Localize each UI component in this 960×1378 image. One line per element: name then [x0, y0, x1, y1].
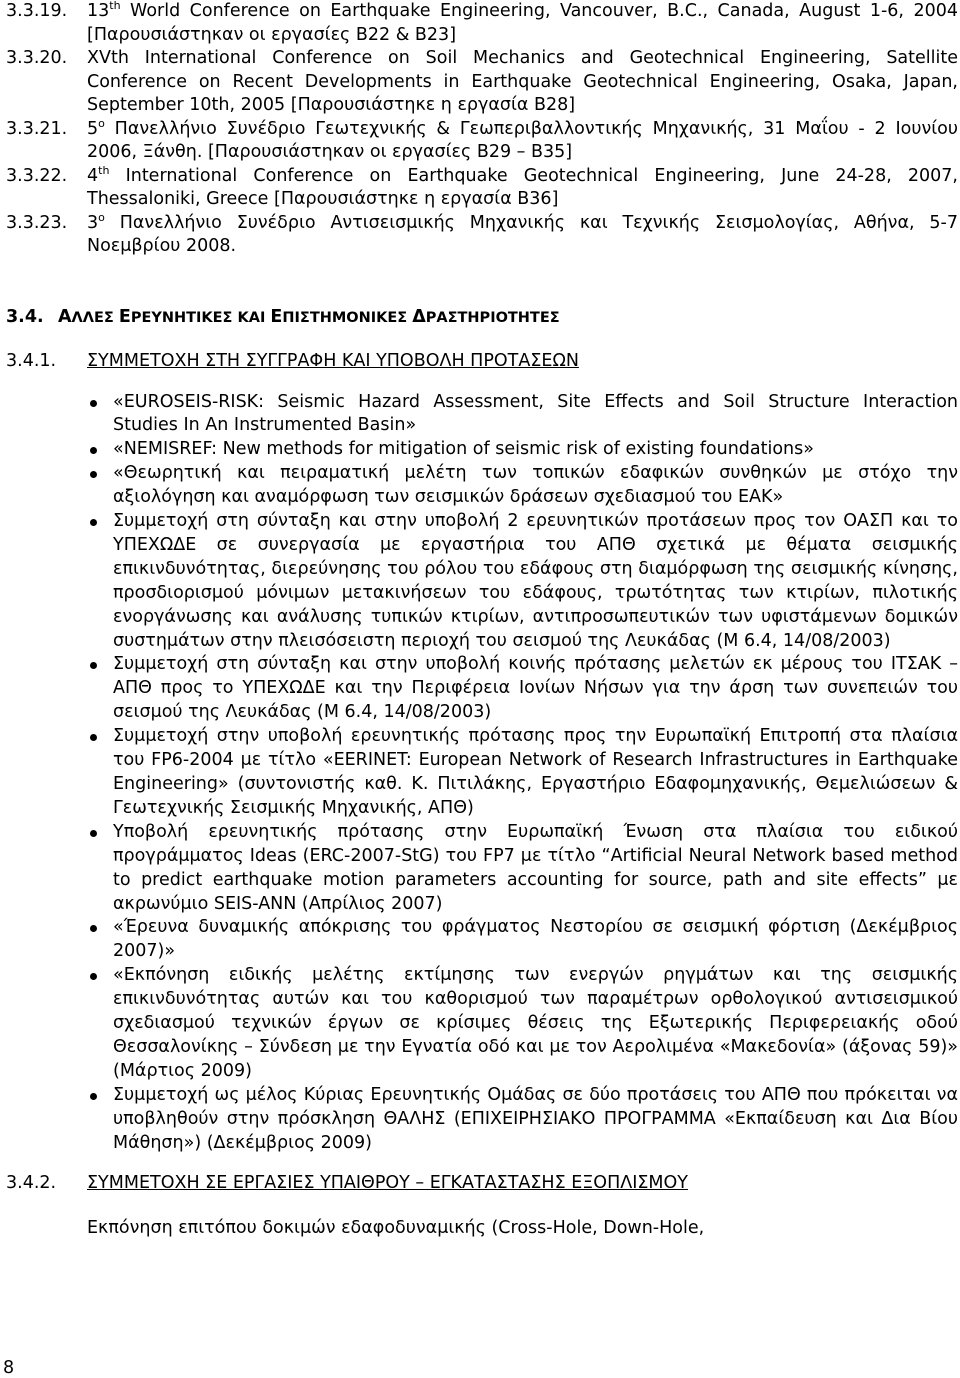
subsection-number: 3.4.1.	[6, 350, 57, 371]
list-item-text: «EUROSEIS-RISK: Seismic Hazard Assessment, Site Effects and Soil Structure Interaction Studies In An Instrumented Basin»	[113, 391, 958, 436]
list-item	[6, 438, 958, 462]
list-item	[6, 510, 958, 653]
subsection-title: ΣΥΜΜΕΤΟΧΗ ΣΕ ΕΡΓΑΣΙΕΣ ΥΠΑΙΘΡΟΥ – ΕΓΚΑΤΑΣΤΑΣΗΣ ΕΞΟΠΛΙΣΜΟΥ	[87, 1172, 688, 1193]
subsection-heading	[6, 1171, 958, 1195]
entry-text: Πανελλήνιο Συνέδριο Γεωτεχνικής & Γεωπεριβαλλοντικής Μηχανικής, 31 Μαΐου - 2 Ιουνίου 2006, Ξάνθη. [Παρουσιάστηκαν οι εργασίες Β29 – Β35]	[87, 118, 958, 162]
paragraph-text: Εκπόνηση επιτόπου δοκιμών εδαφοδυναμικής (Cross-Hole, Down-Hole,	[87, 1217, 705, 1238]
list-item-text: «NEMISREF: New methods for mitigation of seismic risk of existing foundations»	[113, 439, 814, 460]
bullet-icon	[90, 471, 97, 478]
entry-ordinal-suffix: th	[98, 163, 110, 177]
subsection-heading	[6, 349, 958, 373]
section-number: 3.4.	[6, 306, 44, 327]
conference-entry	[6, 165, 958, 212]
list-item	[6, 916, 958, 964]
entry-number: 3.3.23.	[6, 212, 68, 233]
body-paragraph	[6, 1216, 958, 1240]
list-item-text: «Θεωρητική και πειραματική μελέτη των τοπικών εδαφικών συνθηκών με στόχο την αξιολόγηση και αναμόρφωση των σεισμικών δράσεων σχεδιασμού του ΕΑΚ»	[113, 463, 958, 508]
list-item-text: Υποβολή ερευνητικής πρότασης στην Ευρωπαϊκή Ένωση στα πλαίσια του ειδικού προγράμματος Ideas (ERC-2007-StG) του FP7 με τίτλο “Artificial Neural Network based method to predict earthquake motion parameters accounting for source, path and site effects” με ακρωνύμιο SEIS-ANN (Απρίλιος 2007)	[113, 821, 958, 914]
bullet-icon	[90, 447, 97, 454]
list-item	[6, 653, 958, 725]
conference-entry	[6, 0, 958, 47]
list-item-text: Συμμετοχή στη σύνταξη και στην υποβολή κοινής πρότασης μελετών εκ μέρους του ΙΤΣΑΚ – ΑΠΘ προς το ΥΠΕΧΩΔΕ και την Περιφέρεια Ιονίων Νήσων για την άρση των συνεπειών του σεισμού της Λευκάδας (Μ 6.4, 14/08/2003)	[113, 654, 958, 723]
section-title: ΑΛΛΕΣ ΕΡΕΥΝΗΤΙΚΕΣ ΚΑΙ ΕΠΙΣΤΗΜΟΝΙΚΕΣ ΔΡΑΣΤΗΡΙΟΤΗΤΕΣ	[58, 306, 560, 327]
bullet-icon	[90, 662, 97, 669]
entry-text: Πανελλήνιο Συνέδριο Αντισεισμικής Μηχανικής και Τεχνικής Σεισμολογίας, Αθήνα, 5-7 Νοεμβρίου 2008.	[87, 212, 958, 256]
bullet-icon	[90, 734, 97, 741]
bullet-icon	[90, 1093, 97, 1100]
document-page	[6, 0, 958, 1240]
bullet-icon	[90, 830, 97, 837]
bullet-icon	[90, 400, 97, 407]
subsection-title: ΣΥΜΜΕΤΟΧΗ ΣΤΗ ΣΥΓΓΡΑΦΗ ΚΑΙ ΥΠΟΒΟΛΗ ΠΡΟΤΑΣΕΩΝ	[87, 350, 579, 371]
entry-ordinal: 5	[87, 118, 99, 139]
list-item-text: Συμμετοχή ως μέλος Κύριας Ερευνητικής Ομάδας σε δύο προτάσεις του ΑΠΘ που πρόκειται να υποβληθούν στην πρόσκληση ΘΑΛΗΣ (ΕΠΙΧΕΙΡΗΣΙΑΚΟ ΠΡΟΓΡΑΜΜΑ «Εκπαίδευση και Δια Βίου Μάθηση») (Δεκέμβριος 2009)	[113, 1084, 958, 1153]
list-item	[6, 964, 958, 1084]
entry-ordinal-suffix: th	[109, 0, 121, 12]
subsection-number: 3.4.2.	[6, 1172, 57, 1193]
page-number: 8	[3, 1358, 15, 1378]
entry-ordinal: 13	[87, 1, 110, 21]
conference-entry	[6, 118, 958, 165]
conference-entry	[6, 212, 958, 259]
list-item-text: Συμμετοχή στην υποβολή ερευνητικής πρότασης προς την Ευρωπαϊκή Επιτροπή στα πλαίσια του FP6-2004 με τίτλο «EERINET: European Network of Research Infrastructures in Earthquake Engineering» (συντονιστής καθ. Κ. Πιτιλάκης, Εργαστήριο Εδαφομηχανικής, Θεμελιώσεων & Γεωτεχνικής Σεισμικής Μηχανικής, ΑΠΘ)	[113, 726, 958, 818]
entry-number: 3.3.19.	[6, 1, 68, 21]
entry-ordinal: 4	[87, 165, 99, 186]
bullet-icon	[90, 973, 97, 980]
entry-ordinal-suffix: ο	[98, 116, 105, 130]
entry-text: International Conference on Earthquake Geotechnical Engineering, June 24-28, 2007, Thessaloniki, Greece [Παρουσιάστηκε η εργασία Β36]	[87, 165, 958, 209]
list-item	[6, 725, 958, 821]
conference-entry	[6, 47, 958, 118]
list-item	[6, 391, 958, 439]
entry-text: World Conference on Earthquake Engineering, Vancouver, B.C., Canada, August 1-6, 2004 [Παρουσιάστηκαν οι εργασίες Β22 & Β23]	[87, 1, 958, 45]
entry-ordinal-suffix: ο	[98, 210, 105, 224]
list-item	[6, 462, 958, 510]
list-item	[6, 1084, 958, 1156]
section-heading	[6, 305, 958, 330]
entry-ordinal: 3	[87, 212, 99, 233]
list-item-text: Συμμετοχή στη σύνταξη και στην υποβολή 2 ερευνητικών προτάσεων προς τον ΟΑΣΠ και το ΥΠΕΧΩΔΕ σε συνεργασία με εργαστήρια του ΑΠΘ σχετικά με θέματα σεισμικής επικινδυνότητας, διερεύνησης του ρόλου του εδάφους στη διαμόρφωση της σεισμικής κίνησης, προσδιορισμού μόνιμων μετακινήσεων του εδάφους, τρωτότητας των κτιρίων, πιλοτικής ενοργάνωσης και ανάλυσης τυπικών κτιρίων, αντιπροσωπευτικών των υφιστάμενων δομικών συστημάτων στην πλεισόσειστη περιοχή του σεισμού της Λευκάδας (Μ 6.4, 14/08/2003)	[113, 511, 958, 651]
entry-number: 3.3.21.	[6, 118, 68, 139]
entry-number: 3.3.20.	[6, 48, 68, 68]
list-item-text: «Εκπόνηση ειδικής μελέτης εκτίμησης των ενεργών ρηγμάτων και της σεισμικής επικινδυνότητας αυτών και του καθορισμού των παραμέτρων ορθολογικού αντισεισμικού σχεδιασμού τεχνικών έργων σε κρίσιμες θέσεις της Εξωτερικής Περιφερειακής οδού Θεσσαλονίκης – Σύνδεση με την Εγνατία οδό και με τον Αερολιμένα «Μακεδονία» (άξονας 59)» (Μάρτιος 2009)	[113, 965, 958, 1081]
entry-text: XVth International Conference on Soil Mechanics and Geotechnical Engineering, Satellite Conference on Recent Developments in Earthquake Geotechnical Engineering, Osaka, Japan, September 10th, 2005 [Παρουσιάστηκε η εργασία Β28]	[87, 48, 958, 115]
list-item-text: «Έρευνα δυναμικής απόκρισης του φράγματος Νεστορίου σε σεισμική φόρτιση (Δεκέμβριος 2007)»	[113, 917, 958, 962]
bullet-icon	[90, 519, 97, 526]
conference-list	[6, 0, 958, 259]
proposal-list	[6, 391, 958, 1156]
bullet-icon	[90, 925, 97, 932]
entry-number: 3.3.22.	[6, 165, 68, 186]
list-item	[6, 821, 958, 917]
